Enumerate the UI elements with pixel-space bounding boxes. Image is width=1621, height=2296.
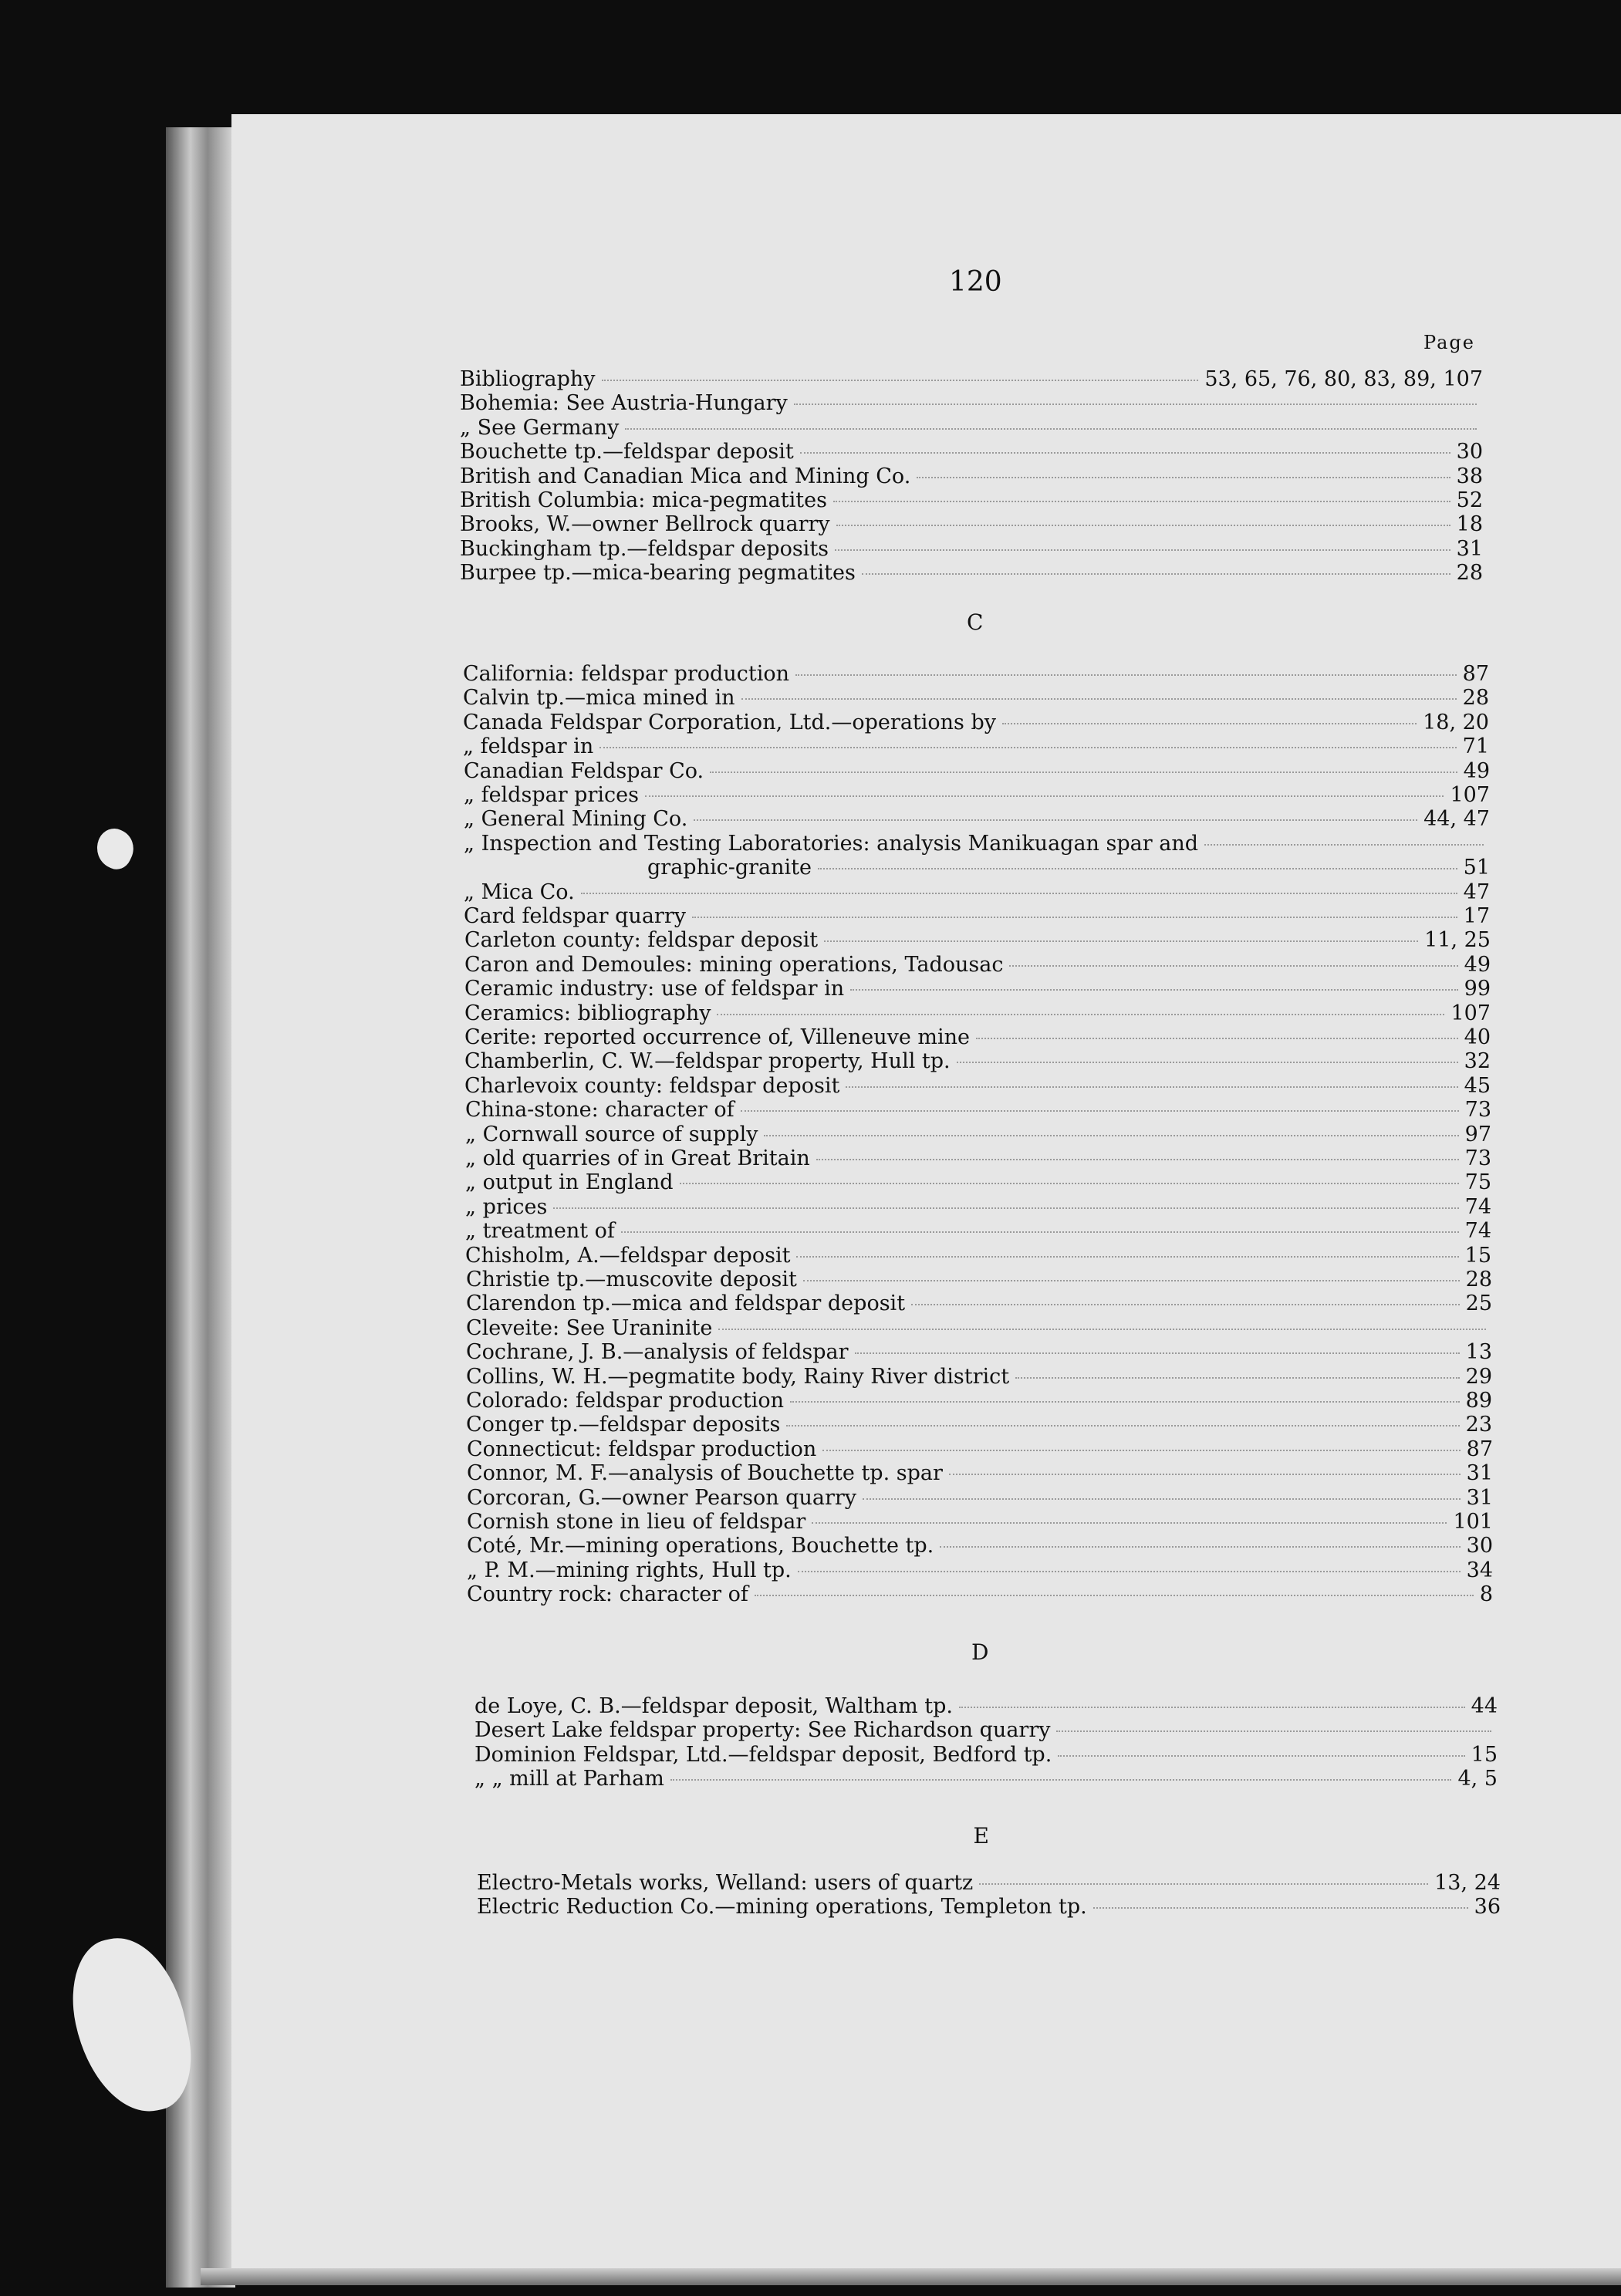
dot-leader — [836, 525, 1450, 526]
dot-leader — [1058, 1755, 1464, 1757]
index-entry — [465, 1244, 1491, 1268]
page-reference: 71 — [1462, 734, 1489, 759]
index-entry — [467, 1582, 1493, 1607]
index-entry — [466, 1389, 1492, 1413]
page-reference: 34 — [1466, 1558, 1493, 1582]
dot-leader — [800, 452, 1450, 454]
index-entry — [463, 686, 1489, 711]
page-reference: 107 — [1450, 1001, 1491, 1025]
page-number: 120 — [949, 266, 1002, 298]
index-term: Chamberlin, C. W.—feldspar property, Hull tp. — [464, 1049, 951, 1074]
index-term: Connor, M. F.—analysis of Bouchette tp. spar — [467, 1461, 943, 1486]
index-entry — [464, 928, 1491, 953]
dot-leader — [599, 747, 1456, 748]
index-term: British Columbia: mica-pegmatites — [460, 488, 827, 512]
dot-leader — [850, 989, 1458, 991]
index-term: Electric Reduction Co.—mining operations, Templeton tp. — [477, 1895, 1087, 1920]
page-reference: 49 — [1463, 758, 1490, 783]
dot-leader — [602, 380, 1199, 381]
index-term: Connecticut: feldspar production — [467, 1437, 817, 1461]
index-entry — [465, 1195, 1491, 1220]
index-entry — [466, 1365, 1492, 1389]
page-reference: 87 — [1466, 1437, 1493, 1461]
index-entry — [463, 711, 1489, 735]
index-entry — [464, 783, 1490, 808]
page-reference: 29 — [1465, 1364, 1492, 1389]
index-entry — [464, 977, 1491, 1001]
dot-leader — [692, 917, 1457, 918]
dot-leader — [741, 1110, 1459, 1112]
page-reference: 53, 65, 76, 80, 83, 89, 107 — [1204, 367, 1483, 391]
dot-leader — [940, 1546, 1460, 1548]
index-term: Caron and Demoules: mining operations, Tadousac — [464, 952, 1004, 977]
index-term: „ General Mining Co. — [464, 807, 688, 832]
index-term: Desert Lake feldspar property: See Richardson quarry — [474, 1718, 1051, 1743]
index-term: Charlevoix county: feldspar deposit — [464, 1073, 840, 1098]
page-reference: 101 — [1453, 1510, 1493, 1534]
index-entry — [465, 1170, 1491, 1195]
index-entry — [466, 1316, 1492, 1341]
index-entry — [460, 464, 1483, 489]
page-reference: 51 — [1463, 856, 1490, 880]
index-term: „ „ mill at Parham — [474, 1767, 664, 1791]
page-reference: 75 — [1464, 1170, 1491, 1195]
dot-leader — [824, 940, 1418, 942]
index-entry — [474, 1767, 1498, 1791]
index-term: Card feldspar quarry — [464, 904, 686, 928]
index-term: Canada Feldspar Corporation, Ltd.—operations by — [463, 710, 997, 734]
section-letter: D — [971, 1639, 989, 1665]
page-reference: 44 — [1471, 1694, 1498, 1718]
page-reference: 25 — [1465, 1292, 1492, 1316]
page-reference: 36 — [1474, 1895, 1501, 1920]
page-reference: 30 — [1466, 1534, 1493, 1558]
dot-leader — [976, 1038, 1458, 1039]
index-term: de Loye, C. B.—feldspar deposit, Waltham tp. — [474, 1694, 954, 1718]
index-entry — [460, 391, 1483, 416]
index-term: „ prices — [465, 1194, 548, 1219]
dot-leader — [862, 573, 1450, 575]
index-entry — [474, 1694, 1498, 1719]
index-entry — [464, 1001, 1491, 1026]
index-entry — [466, 1268, 1492, 1292]
index-entry — [464, 759, 1490, 784]
dot-leader — [625, 428, 1477, 430]
index-entry — [465, 1098, 1491, 1123]
index-term: Dominion Feldspar, Ltd.—feldspar deposit, Bedford tp. — [474, 1742, 1052, 1767]
index-entry — [474, 1743, 1498, 1768]
index-term: „ See Germany — [460, 415, 620, 440]
dot-leader — [1056, 1730, 1491, 1732]
index-term: Country rock: character of — [467, 1582, 748, 1607]
dot-leader — [816, 1159, 1459, 1160]
page-reference: 23 — [1465, 1413, 1492, 1437]
dot-leader — [846, 1086, 1457, 1088]
dot-leader — [818, 868, 1457, 869]
dot-leader — [1015, 1377, 1460, 1379]
index-term: Brooks, W.—owner Bellrock quarry — [460, 512, 830, 537]
page-reference: 17 — [1463, 904, 1490, 928]
dot-leader — [790, 1401, 1460, 1403]
page-reference: 107 — [1450, 783, 1490, 807]
index-entry — [463, 734, 1489, 759]
dot-leader — [794, 403, 1477, 405]
index-term: Cerite: reported occurrence of, Villeneuve mine — [464, 1025, 971, 1049]
index-entry — [463, 662, 1489, 687]
page-reference: 73 — [1464, 1146, 1491, 1170]
index-term: Conger tp.—feldspar deposits — [466, 1413, 781, 1437]
index-term: Ceramic industry: use of feldspar in — [464, 977, 845, 1001]
page-reference: 44, 47 — [1423, 807, 1490, 832]
dot-leader — [796, 1256, 1458, 1258]
page-reference: 13, 24 — [1434, 1871, 1501, 1895]
index-entry — [464, 832, 1490, 856]
dot-leader — [979, 1883, 1428, 1885]
dot-leader — [670, 1779, 1452, 1781]
index-entry — [464, 1074, 1491, 1099]
page-reference: 47 — [1463, 880, 1490, 904]
index-entry — [466, 1413, 1492, 1437]
dot-leader — [1002, 723, 1417, 724]
index-term: Coté, Mr.—mining operations, Bouchette tp. — [467, 1534, 934, 1558]
dot-leader — [798, 1571, 1461, 1572]
index-term: graphic-granite — [647, 856, 812, 880]
index-entry — [460, 537, 1483, 562]
index-term: Buckingham tp.—feldspar deposits — [460, 536, 829, 561]
page-reference: 97 — [1464, 1122, 1491, 1146]
dot-leader — [795, 674, 1457, 676]
index-term: Electro-Metals works, Welland: users of quartz — [477, 1871, 974, 1895]
dot-leader — [581, 893, 1457, 894]
index-entry — [477, 1895, 1501, 1920]
page-reference: 11, 25 — [1424, 928, 1491, 953]
page-reference: 15 — [1471, 1742, 1498, 1767]
dot-leader — [1093, 1907, 1468, 1909]
index-entry — [467, 1510, 1493, 1535]
page-reference: 38 — [1456, 464, 1483, 488]
page-reference: 74 — [1464, 1219, 1491, 1244]
index-term: Christie tp.—muscovite deposit — [466, 1268, 797, 1292]
page-edge — [166, 127, 235, 2288]
dot-leader — [863, 1498, 1461, 1500]
index-entry — [464, 904, 1490, 929]
page-reference: 52 — [1456, 488, 1483, 512]
page-reference: 87 — [1462, 662, 1489, 686]
index-entry — [460, 440, 1483, 464]
index-term: „ treatment of — [465, 1219, 615, 1244]
index-entry — [460, 512, 1483, 537]
index-entry — [460, 367, 1483, 392]
page-reference: 99 — [1464, 977, 1491, 1001]
index-term: „ old quarries of in Great Britain — [465, 1146, 810, 1170]
index-term: Canadian Feldspar Co. — [464, 758, 704, 783]
index-term: „ Cornwall source of supply — [465, 1122, 758, 1146]
dot-leader — [755, 1595, 1474, 1596]
index-entry — [466, 1340, 1492, 1365]
page-reference: 4, 5 — [1457, 1767, 1498, 1791]
dot-leader — [957, 1062, 1458, 1063]
index-entry — [464, 1025, 1491, 1050]
index-term: Colorado: feldspar production — [466, 1389, 785, 1413]
index-entry — [467, 1534, 1493, 1558]
index-term: Carleton county: feldspar deposit — [464, 928, 819, 953]
dot-leader — [803, 1280, 1460, 1281]
index-entry — [467, 1461, 1493, 1486]
index-term: Ceramics: bibliography — [464, 1001, 711, 1025]
index-entry — [460, 488, 1483, 513]
index-term: California: feldspar production — [463, 662, 789, 686]
index-term: Chisholm, A.—feldspar deposit — [465, 1243, 791, 1268]
page-reference: 73 — [1464, 1098, 1491, 1123]
dot-leader — [855, 1352, 1460, 1354]
index-term: „ feldspar in — [463, 734, 594, 759]
page-reference: 28 — [1465, 1268, 1492, 1292]
page-reference: 31 — [1456, 536, 1483, 561]
index-term: Collins, W. H.—pegmatite body, Rainy River district — [466, 1364, 1010, 1389]
dot-leader — [741, 698, 1457, 700]
dot-leader — [833, 501, 1450, 502]
index-term: Corcoran, G.—owner Pearson quarry — [467, 1485, 857, 1510]
dot-leader — [911, 1304, 1460, 1305]
dot-leader — [959, 1707, 1465, 1708]
index-entry — [464, 807, 1490, 832]
index-entry — [647, 856, 1490, 880]
page-reference: 31 — [1466, 1485, 1493, 1510]
page-reference: 13 — [1465, 1340, 1492, 1365]
dot-leader — [717, 1014, 1444, 1015]
dot-leader — [786, 1425, 1459, 1427]
index-term: Cleveite: See Uraninite — [466, 1315, 713, 1340]
index-term: Burpee tp.—mica-bearing pegmatites — [460, 561, 856, 586]
index-term: „ output in England — [465, 1170, 674, 1195]
index-term: Bohemia: See Austria-Hungary — [460, 391, 788, 416]
index-term: „ feldspar prices — [464, 783, 639, 807]
dot-leader — [764, 1135, 1458, 1136]
dot-leader — [917, 477, 1450, 478]
index-entry — [464, 880, 1490, 905]
page-reference: 15 — [1464, 1243, 1491, 1268]
page-reference: 18 — [1456, 512, 1483, 537]
index-entry — [464, 1049, 1491, 1074]
section-letter: C — [967, 609, 984, 635]
index-entry — [460, 561, 1483, 586]
dot-leader — [1009, 965, 1457, 967]
page-bottom-edge — [201, 2268, 1621, 2285]
dot-leader — [694, 819, 1417, 821]
page-reference: 89 — [1465, 1389, 1492, 1413]
index-term: Clarendon tp.—mica and feldspar deposit — [466, 1292, 906, 1316]
page-reference: 18, 20 — [1423, 710, 1489, 734]
page-reference: 31 — [1466, 1461, 1493, 1486]
index-entry — [467, 1437, 1493, 1462]
index-term: Bouchette tp.—feldspar deposit — [460, 440, 794, 464]
dot-leader — [621, 1231, 1459, 1233]
index-entry — [467, 1486, 1493, 1511]
index-entry — [466, 1292, 1492, 1316]
dot-leader — [718, 1329, 1486, 1330]
index-term: Cornish stone in lieu of feldspar — [467, 1510, 806, 1534]
page-reference: 28 — [1456, 561, 1483, 586]
dot-leader — [949, 1474, 1461, 1475]
dot-leader — [645, 795, 1444, 797]
index-term: British and Canadian Mica and Mining Co. — [460, 464, 911, 488]
index-term: „ Inspection and Testing Laboratories: analysis Manikuagan spar and — [464, 831, 1199, 856]
index-term: „ P. M.—mining rights, Hull tp. — [467, 1558, 792, 1582]
dot-leader — [710, 772, 1457, 773]
dot-leader — [822, 1450, 1460, 1451]
index-entry — [465, 1219, 1491, 1244]
page-reference: 8 — [1479, 1582, 1493, 1607]
index-term: Cochrane, J. B.—analysis of feldspar — [466, 1340, 849, 1365]
index-entry — [477, 1871, 1501, 1896]
page-reference: 49 — [1464, 952, 1491, 977]
page-reference: 30 — [1456, 440, 1483, 464]
index-term: „ Mica Co. — [464, 880, 575, 904]
index-entry — [465, 1146, 1491, 1171]
paper-smudge — [90, 823, 140, 874]
dot-leader — [553, 1207, 1458, 1209]
page-reference: 45 — [1464, 1073, 1491, 1098]
index-term: Bibliography — [460, 367, 596, 391]
page-reference: 40 — [1464, 1025, 1491, 1049]
dot-leader — [835, 549, 1450, 551]
index-entry — [467, 1558, 1493, 1583]
section-letter: E — [973, 1823, 989, 1849]
page-reference: 28 — [1462, 686, 1489, 711]
index-entry — [460, 416, 1483, 441]
index-term: Calvin tp.—mica mined in — [463, 686, 735, 711]
page-reference: 74 — [1464, 1194, 1491, 1219]
page-reference: 32 — [1464, 1049, 1491, 1074]
index-entry — [465, 1123, 1491, 1147]
page-column-heading: Page — [1423, 332, 1475, 353]
index-entry — [464, 953, 1491, 977]
dot-leader — [680, 1183, 1459, 1184]
index-term: China-stone: character of — [465, 1098, 735, 1123]
dot-leader — [1204, 844, 1484, 846]
index-entry — [474, 1718, 1498, 1743]
dot-leader — [812, 1522, 1447, 1524]
